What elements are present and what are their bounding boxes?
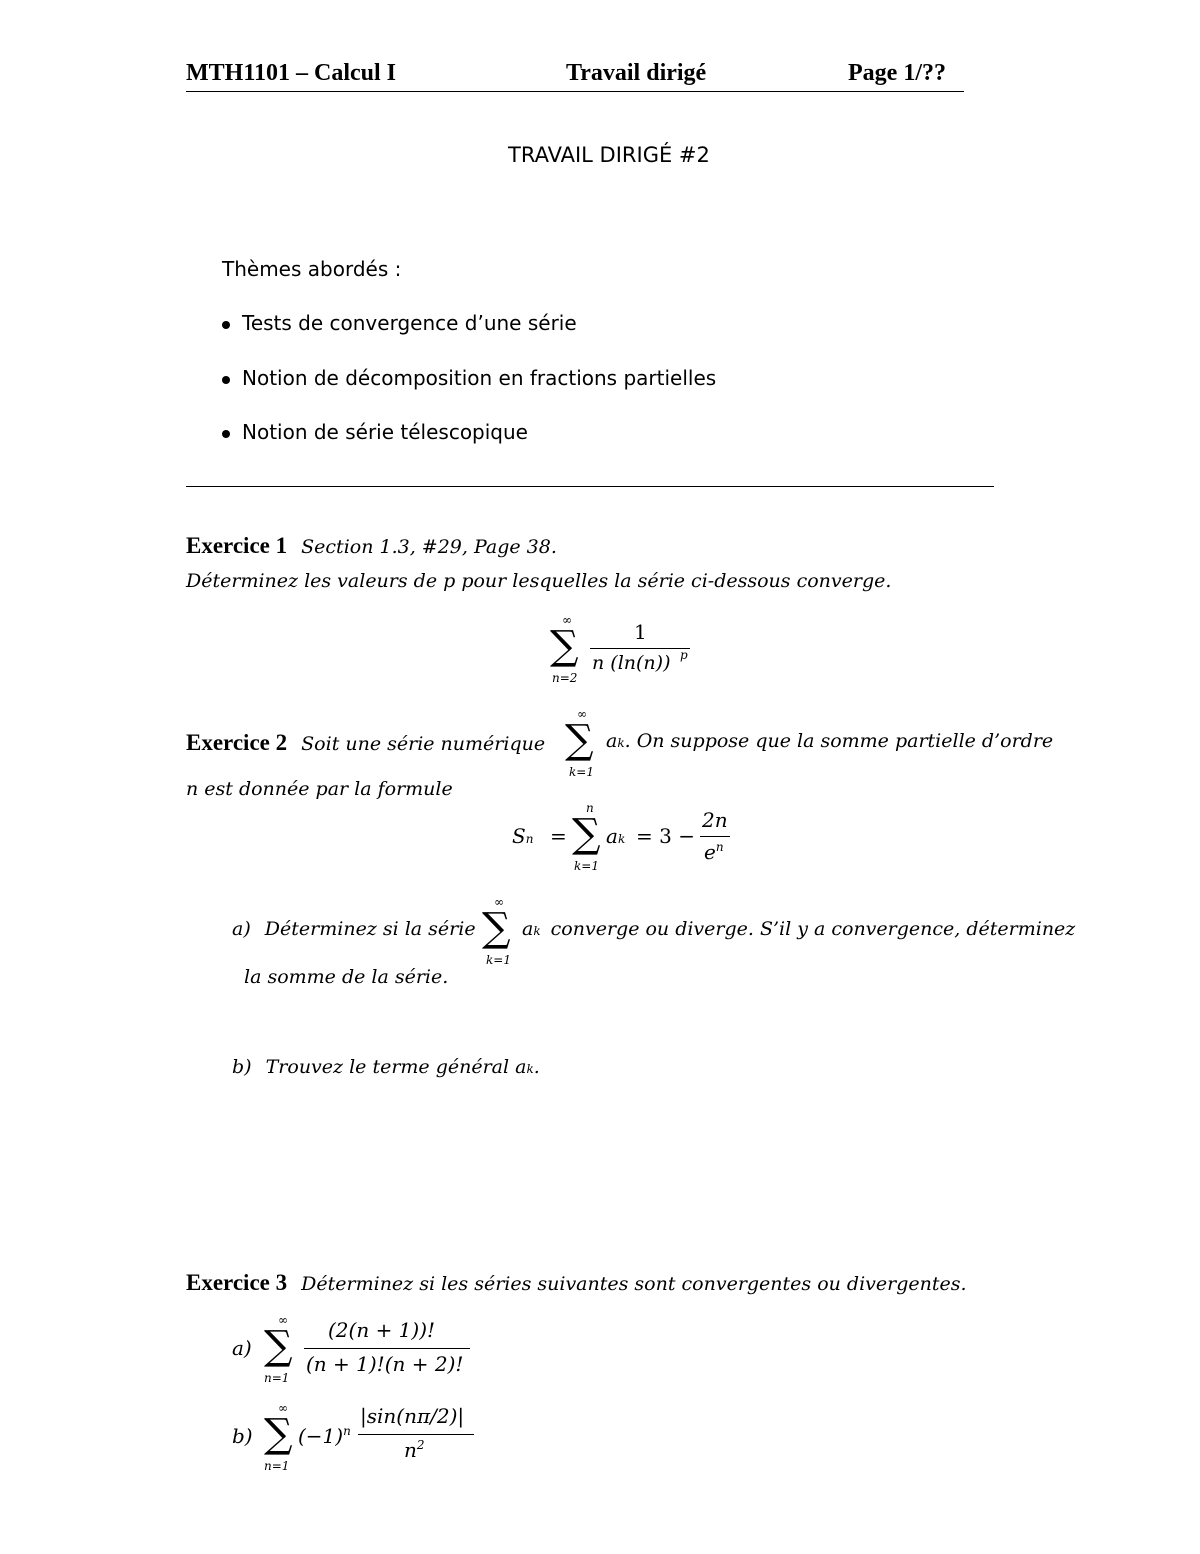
themes-label: Thèmes abordés : bbox=[222, 257, 402, 281]
theme-item-text: Notion de décomposition en fractions partielles bbox=[242, 366, 717, 390]
equals-sign: = bbox=[550, 824, 567, 848]
part-text: Trouvez le terme général a bbox=[265, 1056, 527, 1078]
exercise-3b-formula bbox=[232, 1400, 492, 1480]
part-end: . bbox=[533, 1056, 540, 1078]
exercise-2a-line1-cont bbox=[522, 918, 1075, 940]
fraction-bar bbox=[700, 836, 730, 837]
sum-upper-limit: ∞ bbox=[278, 1401, 288, 1415]
sigma-symbol: ∑ bbox=[565, 717, 594, 763]
exercise-2-text3: n est donnée par la formule bbox=[186, 778, 453, 800]
part-label: b) bbox=[232, 1056, 252, 1078]
exercise-1-statement: Déterminez les valeurs de p pour lesquelles la série ci-dessous converge. bbox=[186, 570, 892, 592]
exercise-2-label-line bbox=[186, 730, 545, 756]
fraction-numerator: (2(n + 1))! bbox=[328, 1318, 436, 1342]
part-label: b) bbox=[232, 1424, 253, 1448]
sum-upper-limit: n bbox=[586, 801, 594, 815]
exercise-2a-inline-sum bbox=[482, 894, 522, 967]
exercise-1-heading bbox=[186, 533, 557, 559]
exercise-3-heading bbox=[186, 1270, 967, 1296]
term-subscript: k bbox=[526, 1062, 534, 1076]
exercise-2-text: Soit une série numérique bbox=[301, 733, 546, 755]
sigma-symbol: ∑ bbox=[482, 905, 511, 951]
fraction-denominator bbox=[704, 840, 724, 864]
exercise-2-formula bbox=[512, 802, 742, 882]
sigma-symbol: ∑ bbox=[550, 623, 579, 669]
sum-lower-limit: k=1 bbox=[486, 953, 511, 967]
term-symbol: ak bbox=[606, 824, 626, 848]
fraction-numerator: |sin(nπ/2)| bbox=[360, 1404, 465, 1428]
header-doc-type: Travail dirigé bbox=[566, 60, 707, 86]
part-text: Déterminez si la série bbox=[264, 918, 476, 940]
bullet-icon bbox=[222, 376, 230, 384]
exercise-2a-line2: la somme de la série. bbox=[244, 966, 449, 988]
sum-upper-limit: ∞ bbox=[577, 707, 587, 721]
sigma-symbol: ∑ bbox=[264, 1411, 293, 1457]
fraction-numerator: 1 bbox=[634, 620, 647, 644]
theme-item bbox=[222, 311, 577, 335]
fraction-denominator: n (ln(n)) bbox=[592, 652, 671, 674]
exercise-2-text-cont bbox=[606, 730, 1053, 752]
exercise-2b bbox=[232, 1056, 540, 1078]
part-text-cont: converge ou diverge. S’il y a convergence, déterminez bbox=[550, 918, 1076, 940]
denominator-base: e bbox=[704, 840, 716, 864]
equation-middle: = 3 − bbox=[636, 824, 695, 848]
theme-item-text: Tests de convergence d’une série bbox=[242, 311, 577, 335]
term-symbol: a bbox=[606, 730, 618, 752]
factor-base: (−1) bbox=[298, 1424, 344, 1448]
sum-lower-limit: k=1 bbox=[574, 859, 599, 873]
header-rule bbox=[186, 91, 964, 92]
denominator-base: n bbox=[404, 1438, 417, 1462]
partial-sum-symbol bbox=[512, 824, 533, 848]
fraction-bar bbox=[590, 648, 690, 649]
sum-upper-limit: ∞ bbox=[278, 1313, 288, 1327]
partial-sum-subscript: n bbox=[525, 832, 534, 846]
exercise-1-label: Exercice 1 bbox=[186, 533, 288, 558]
sum-lower-limit: k=1 bbox=[569, 765, 594, 779]
theme-item-text: Notion de série télescopique bbox=[242, 420, 528, 444]
bullet-icon bbox=[222, 321, 230, 329]
partial-sum-letter: S bbox=[512, 824, 526, 848]
part-label: a) bbox=[232, 1336, 252, 1360]
bullet-icon bbox=[222, 430, 230, 438]
fraction-bar bbox=[304, 1348, 470, 1349]
sum-lower-limit: n=2 bbox=[552, 671, 578, 685]
exercise-1-formula bbox=[540, 612, 700, 692]
sum-upper-limit: ∞ bbox=[562, 613, 572, 627]
exercise-2-inline-sum bbox=[565, 706, 605, 779]
fraction-denominator bbox=[404, 1438, 425, 1462]
denominator-exponent: 2 bbox=[416, 1438, 425, 1452]
fraction-numerator: 2n bbox=[702, 808, 728, 832]
theme-item bbox=[222, 420, 528, 444]
page-title: TRAVAIL DIRIGÉ #2 bbox=[508, 143, 710, 167]
fraction-denominator: (n + 1)!(n + 2)! bbox=[306, 1352, 464, 1376]
header-page-number: Page 1/?? bbox=[848, 60, 946, 86]
exercise-2-label: Exercice 2 bbox=[186, 730, 288, 755]
exercise-3-label: Exercice 3 bbox=[186, 1270, 288, 1295]
factor-exponent: n bbox=[343, 1424, 351, 1438]
header-course: MTH1101 – Calcul I bbox=[186, 60, 397, 86]
sigma-symbol: ∑ bbox=[572, 811, 601, 857]
alternating-factor bbox=[298, 1424, 351, 1448]
sigma-symbol: ∑ bbox=[264, 1323, 293, 1369]
term-subscript: k bbox=[617, 736, 625, 750]
fraction-bar bbox=[358, 1434, 474, 1435]
term-symbol: ak bbox=[522, 918, 541, 940]
part-label: a) bbox=[232, 918, 251, 940]
denominator-exponent: n bbox=[715, 840, 724, 854]
exercise-1-reference: Section 1.3, #29, Page 38. bbox=[301, 536, 557, 558]
sum-lower-limit: n=1 bbox=[264, 1371, 290, 1385]
sum-upper-limit: ∞ bbox=[494, 895, 504, 909]
exercise-2-text2: . On suppose que la somme partielle d’ordre bbox=[624, 730, 1054, 752]
exercise-3-text: Déterminez si les séries suivantes sont convergentes ou divergentes. bbox=[301, 1273, 967, 1295]
exponent: p bbox=[680, 648, 688, 662]
exercise-2a-line1 bbox=[232, 918, 476, 940]
separator-line bbox=[186, 486, 994, 487]
sum-lower-limit: n=1 bbox=[264, 1459, 290, 1473]
theme-item bbox=[222, 366, 716, 390]
exercise-3a-formula bbox=[232, 1312, 492, 1392]
